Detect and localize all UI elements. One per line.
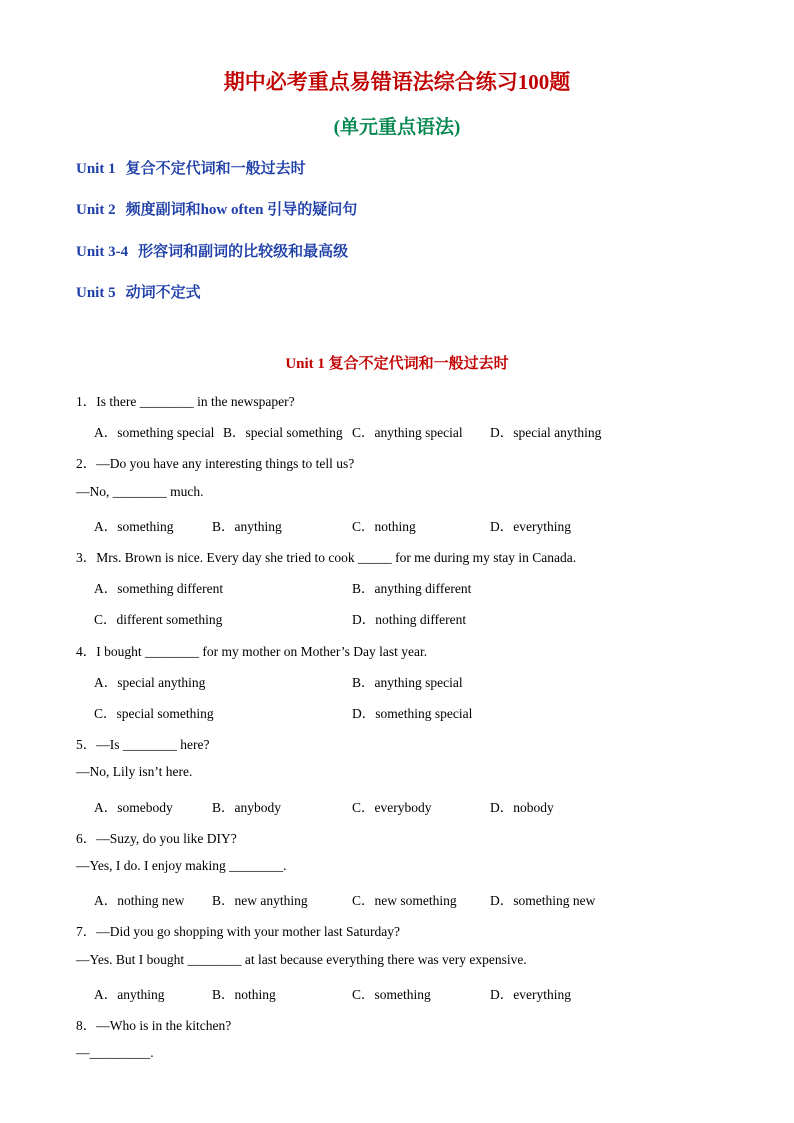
question-stem: 3．Mrs. Brown is nice. Every day she tried to cook _____ for me during my stay in Canada. bbox=[76, 550, 577, 565]
toc-unit-label: Unit 2 bbox=[76, 202, 116, 218]
option-b: B．anything bbox=[212, 519, 282, 534]
option-c: C．different something bbox=[94, 612, 223, 627]
question-stem: 7．—Did you go shopping with your mother last Saturday? bbox=[76, 924, 400, 939]
option-b: B．special something bbox=[223, 425, 343, 440]
option-d: D．special anything bbox=[490, 425, 602, 440]
question-response: —No, ________ much. bbox=[76, 484, 204, 499]
option-c: C．new something bbox=[352, 893, 457, 908]
question-stem: 4．I bought ________ for my mother on Mother’s Day last year. bbox=[76, 644, 428, 659]
option-d: D．everything bbox=[490, 987, 571, 1002]
question-stem: 6．—Suzy, do you like DIY? bbox=[76, 831, 237, 846]
question-response: —No, Lily isn’t here. bbox=[76, 764, 193, 779]
option-c: C．special something bbox=[94, 706, 214, 721]
page-title: 期中必考重点易错语法综合练习100题 bbox=[223, 70, 571, 94]
toc-unit-text: 频度副词和how often 引导的疑问句 bbox=[125, 202, 358, 218]
option-a: A．something different bbox=[94, 581, 224, 596]
option-d: D．nobody bbox=[490, 800, 554, 815]
question-stem: 1．Is there ________ in the newspaper? bbox=[76, 394, 295, 409]
option-a: A．something special bbox=[94, 425, 215, 440]
question-response: —Yes, I do. I enjoy making ________. bbox=[76, 858, 287, 873]
option-a: A．somebody bbox=[94, 800, 173, 815]
question-response: —_________. bbox=[76, 1045, 154, 1060]
option-c: C．everybody bbox=[352, 800, 432, 815]
toc-unit-label: Unit 1 bbox=[76, 161, 116, 177]
section-heading: Unit 1 复合不定代词和一般过去时 bbox=[285, 356, 509, 372]
question-stem: 5．—Is ________ here? bbox=[76, 737, 210, 752]
option-a: A．anything bbox=[94, 987, 165, 1002]
toc-unit-text: 复合不定代词和一般过去时 bbox=[125, 161, 306, 177]
option-a: A．something bbox=[94, 519, 174, 534]
page-subtitle: (单元重点语法) bbox=[333, 117, 461, 138]
question-stem: 8．—Who is in the kitchen? bbox=[76, 1018, 232, 1033]
toc-item-unit5 bbox=[76, 281, 201, 302]
question-stem: 2．—Do you have any interesting things to tell us? bbox=[76, 456, 355, 471]
toc-item-unit1 bbox=[76, 157, 306, 178]
option-b: B．anything different bbox=[352, 581, 472, 596]
option-d: D．everything bbox=[490, 519, 571, 534]
option-b: B．anything special bbox=[352, 675, 463, 690]
option-d: D．nothing different bbox=[352, 612, 467, 627]
option-b: B．new anything bbox=[212, 893, 308, 908]
option-c: C．something bbox=[352, 987, 431, 1002]
option-b: B．nothing bbox=[212, 987, 276, 1002]
toc-item-unit3-4 bbox=[76, 240, 348, 261]
toc-unit-text: 形容词和副词的比较级和最高级 bbox=[138, 244, 349, 260]
option-b: B．anybody bbox=[212, 800, 281, 815]
option-a: A．special anything bbox=[94, 675, 206, 690]
toc-unit-label: Unit 5 bbox=[76, 285, 116, 301]
toc-unit-label: Unit 3-4 bbox=[76, 244, 129, 260]
option-c: C．anything special bbox=[352, 425, 463, 440]
option-d: D．something new bbox=[490, 893, 596, 908]
option-c: C．nothing bbox=[352, 519, 416, 534]
question-response: —Yes. But I bought ________ at last because everything there was very expensive. bbox=[76, 952, 527, 967]
toc-item-unit2 bbox=[76, 198, 357, 219]
toc-unit-text: 动词不定式 bbox=[125, 285, 201, 301]
option-a: A．nothing new bbox=[94, 893, 185, 908]
option-d: D．something special bbox=[352, 706, 473, 721]
